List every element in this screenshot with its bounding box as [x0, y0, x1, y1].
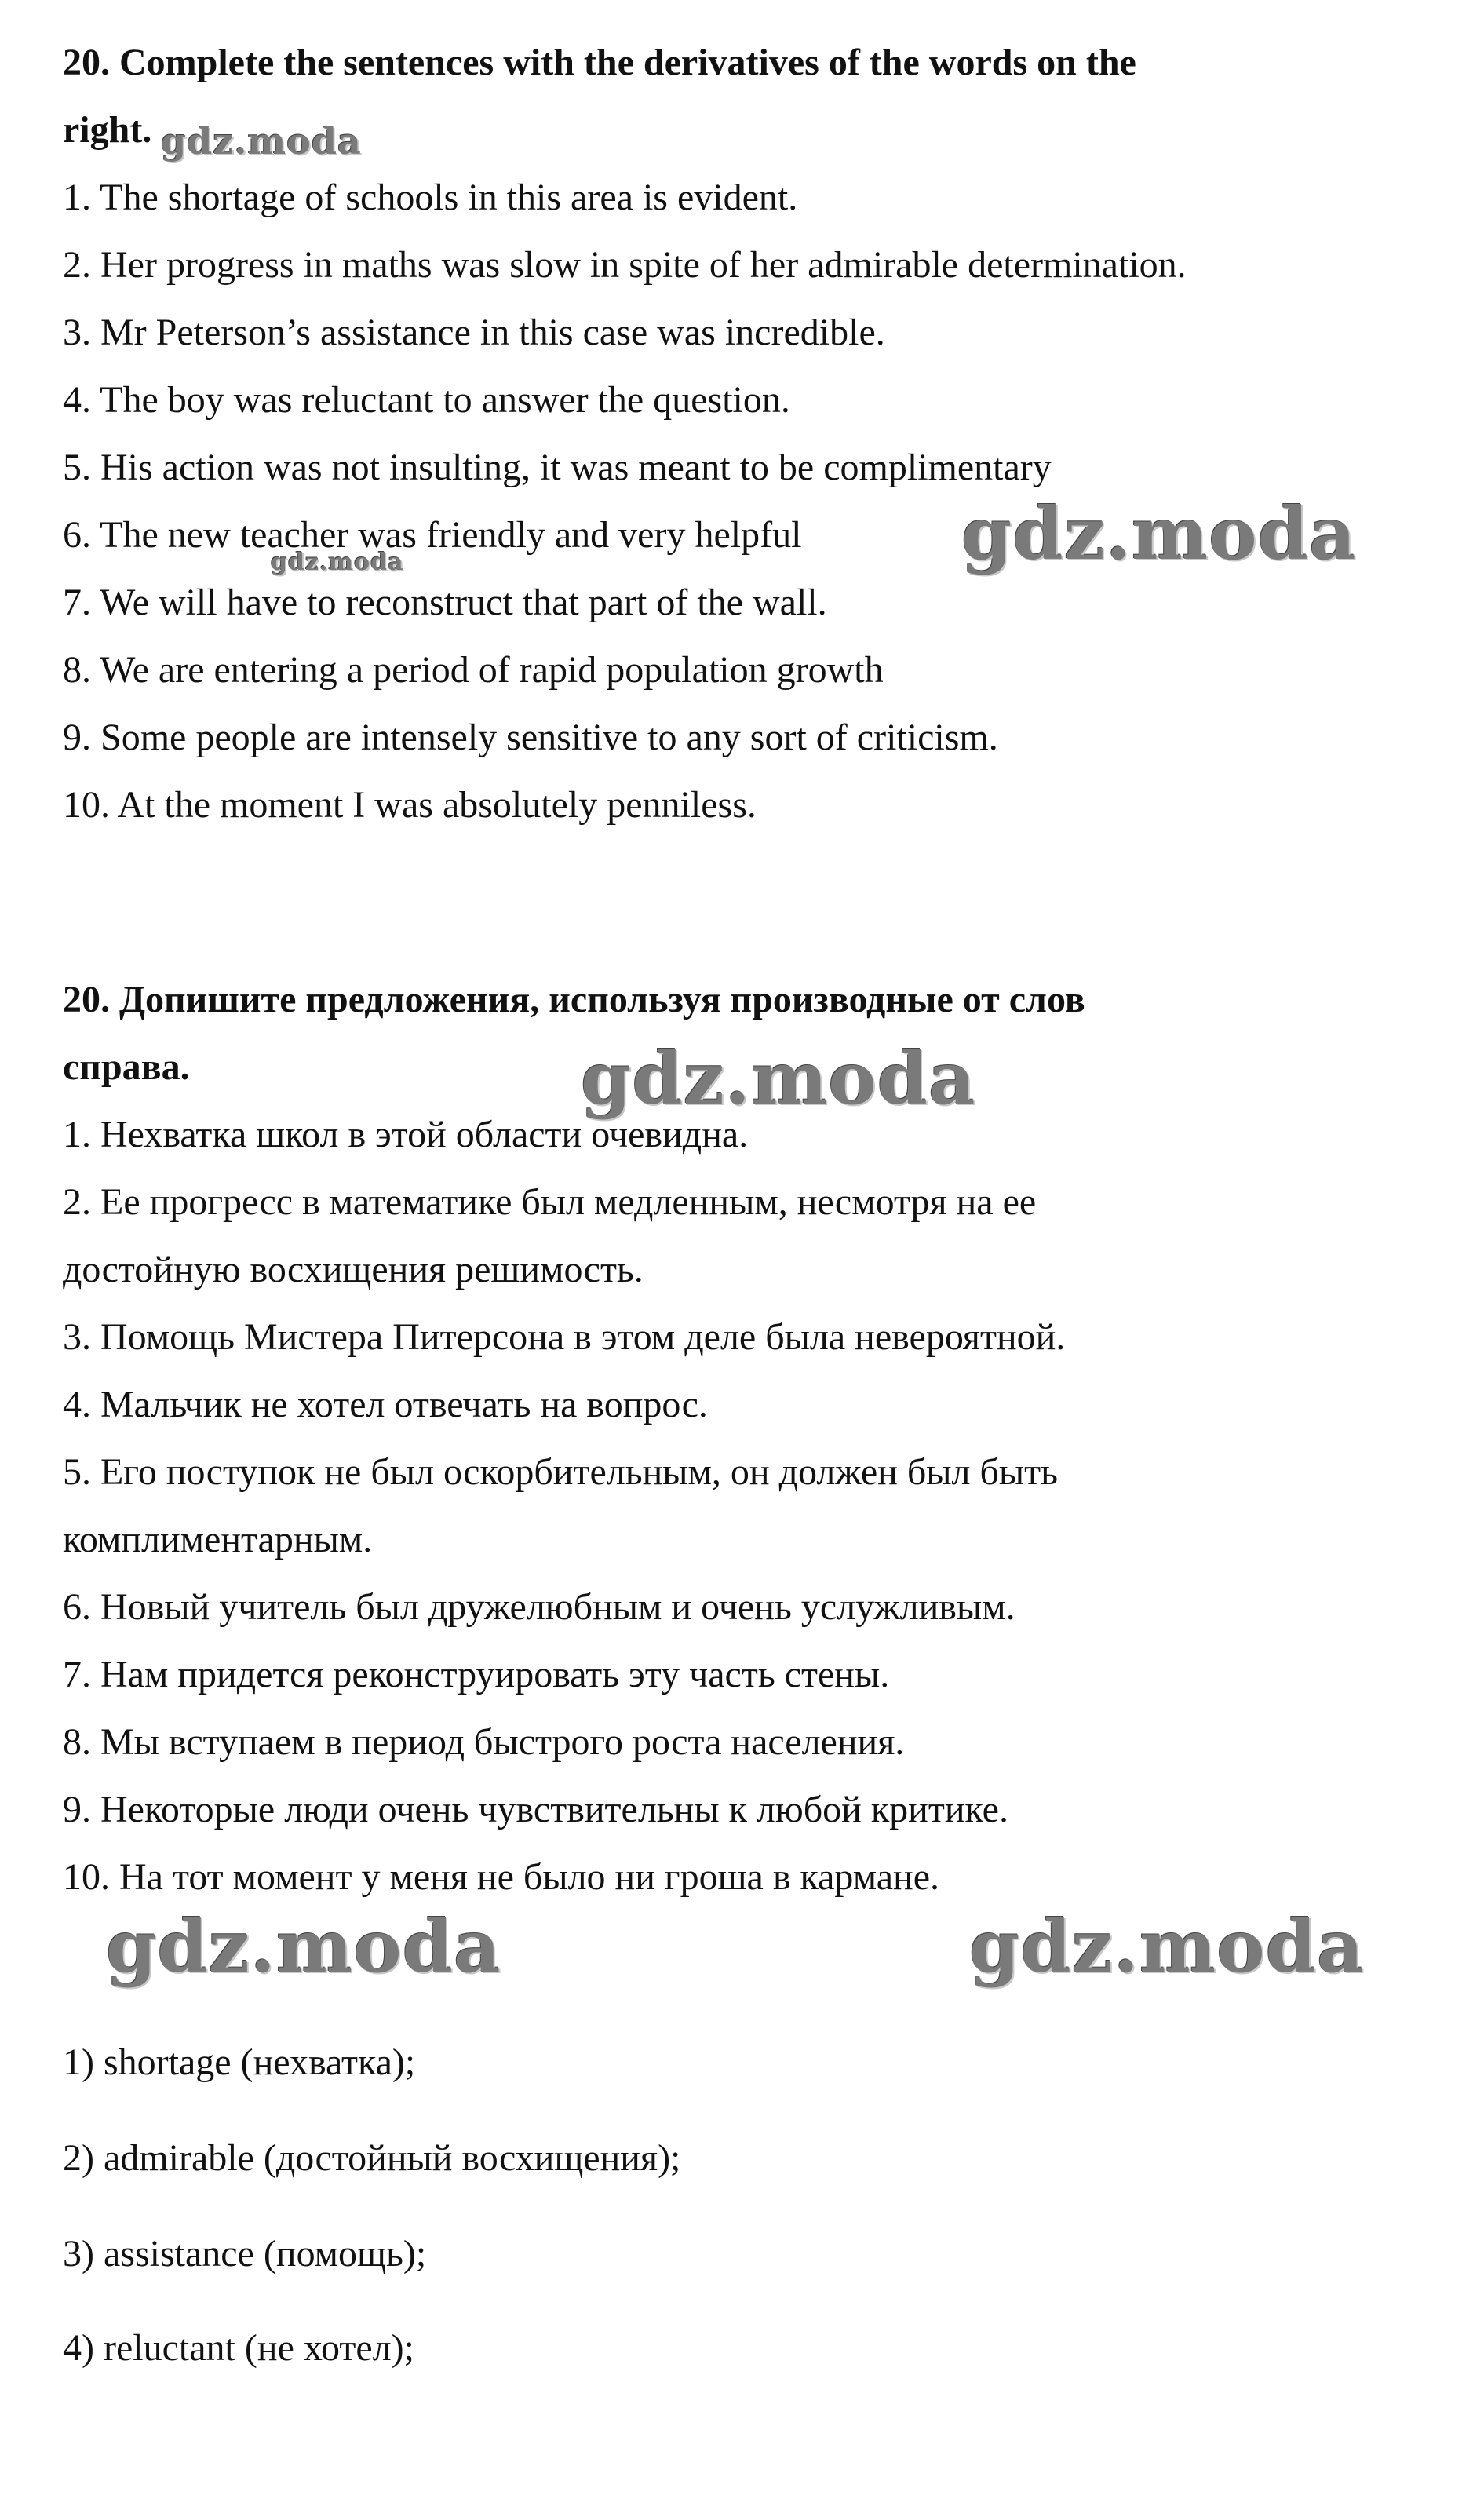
watermark-logo: gdz.moda	[969, 1904, 1365, 1989]
english-sentence-9: 9. Some people are intensely sensitive to any sort of criticism.	[63, 717, 998, 758]
russian-line-9: 7. Нам придется реконструировать эту часть стены.	[63, 1654, 890, 1695]
russian-heading-line-1: 20. Допишите предложения, используя производные от слов	[63, 979, 1085, 1020]
answer-2: 2) admirable (достойный восхищения);	[63, 2137, 681, 2179]
answer-1: 1) shortage (нехватка);	[63, 2041, 416, 2083]
russian-heading-line-2: справа.	[63, 1046, 190, 1088]
russian-line-2: 2. Ее прогресс в математике был медленным, несмотря на ее	[63, 1181, 1037, 1223]
answer-4: 4) reluctant (не хотел);	[63, 2327, 414, 2369]
answer-3: 3) assistance (помощь);	[63, 2233, 427, 2275]
english-sentence-5: 5. His action was not insulting, it was meant to be complimentary	[63, 447, 1052, 488]
watermark-logo: gdz.moda	[581, 1036, 976, 1121]
russian-line-10: 8. Мы вступаем в период быстрого роста населения.	[63, 1721, 905, 1763]
english-sentence-4: 4. The boy was reluctant to answer the question.	[63, 379, 790, 421]
watermark-logo: gdz.moda	[271, 549, 404, 576]
russian-line-8: 6. Новый учитель был дружелюбным и очень услужливым.	[63, 1586, 1015, 1628]
watermark-logo: gdz.moda	[961, 491, 1357, 576]
russian-line-12: 10. На тот момент у меня не было ни гроша в кармане.	[63, 1856, 940, 1898]
watermark-logo: gdz.moda	[106, 1904, 501, 1989]
russian-line-11: 9. Некоторые люди очень чувствительны к любой критике.	[63, 1789, 1008, 1830]
english-sentence-10: 10. At the moment I was absolutely penniless.	[63, 784, 757, 826]
russian-line-6: 5. Его поступок не был оскорбительным, он должен был быть	[63, 1451, 1059, 1493]
english-sentence-3: 3. Mr Peterson’s assistance in this case was incredible.	[63, 312, 885, 353]
english-sentence-2: 2. Her progress in maths was slow in spite of her admirable determination.	[63, 244, 1187, 286]
english-sentence-6: 6. The new teacher was friendly and very helpful	[63, 514, 802, 556]
english-sentence-1: 1. The shortage of schools in this area is evident.	[63, 177, 798, 218]
russian-line-1: 1. Нехватка школ в этой области очевидна.	[63, 1114, 749, 1155]
watermark-logo: gdz.moda	[161, 120, 362, 162]
english-sentence-8: 8. We are entering a period of rapid population growth	[63, 649, 884, 691]
russian-line-5: 4. Мальчик не хотел отвечать на вопрос.	[63, 1384, 708, 1425]
english-sentence-7: 7. We will have to reconstruct that part of the wall.	[63, 582, 827, 623]
russian-line-4: 3. Помощь Мистера Питерсона в этом деле была невероятной.	[63, 1316, 1066, 1358]
russian-line-7: комплиментарным.	[63, 1519, 373, 1560]
english-heading-line-2: right.	[63, 109, 152, 151]
english-heading-line-1: 20. Complete the sentences with the derivatives of the words on the	[63, 42, 1136, 83]
russian-line-3: достойную восхищения решимость.	[63, 1249, 644, 1290]
